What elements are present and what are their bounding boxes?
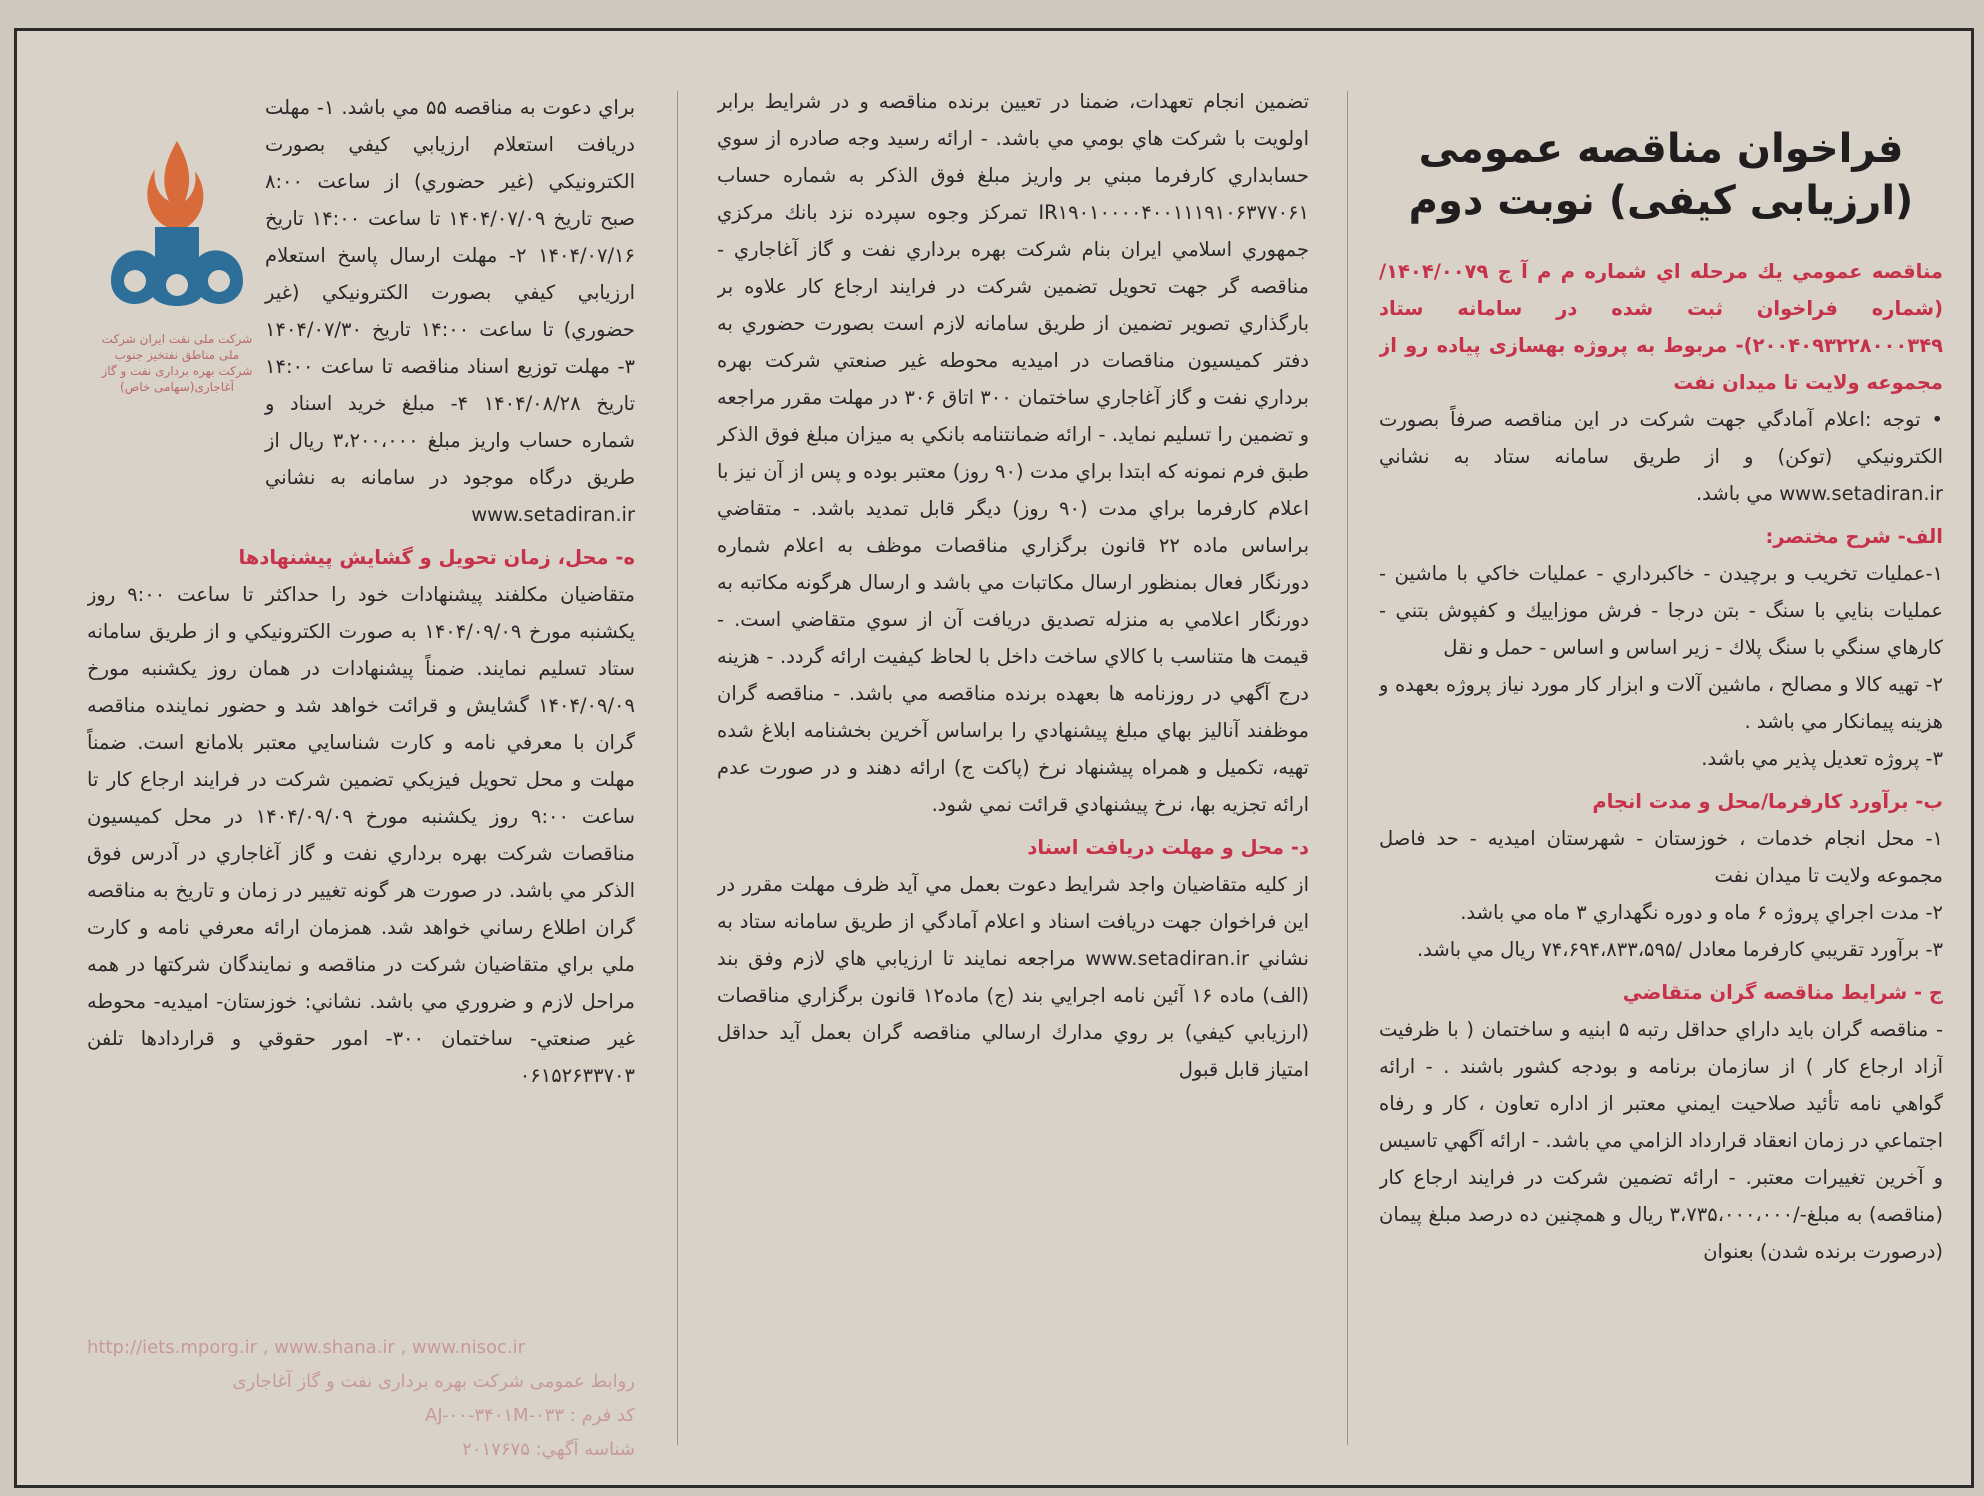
logo-caption: شركت ملی نفت ايران شركت ملی مناطق نفتخيز جنوب شركت بهره برداری نفت و گاز آغاجاری(سهامی خاص) [101,332,253,394]
column-divider [1347,91,1348,1445]
page-title: فراخوان مناقصه عمومی (ارزیابی کیفی) نوبت دوم [1408,126,1914,224]
tender-lead: مناقصه عمومي يك مرحله اي شماره م م آ ج ۱۴۰۴/۰۰۷۹/ (شماره فراخوان ثبت شده در سامانه ستاد ۲۰۰۴۰۹۳۲۲۸۰۰۰۳۴۹)- مربوط به پروژه بهسازی پیاده رو از مجموعه ولایت تا میدان نفت [1379,260,1943,394]
footer-form-code: كد فرم : AJ-۰۰-۳۴۰۱M-۰۳۳ [425,1405,635,1426]
middle-column [717,83,1309,1465]
section-b-item: ۱- محل انجام خدمات ، خوزستان - شهرستان اميديه - حد فاصل مجموعه ولايت تا ميدان نفت [1379,827,1943,887]
newspaper-clipping [14,28,1974,1488]
section-e-title: ه- محل، زمان تحويل و گشايش پيشنهادها [238,546,635,569]
notice-text: • توجه :اعلام آمادگي جهت شركت در اين مناقصه صرفاً بصورت الكترونيكي (توكن) و از طريق سامانه ستاد به نشاني www.setadiran.ir مي باشد. [1379,408,1943,505]
left-column [87,89,635,1465]
schedule-text: براي دعوت به مناقصه ۵۵ مي باشد. ۱- مهلت دريافت استعلام ارزيابي كيفي بصورت الكترونيكي (غير حضوري) از ساعت ۸:۰۰ صبح تاريخ ۱۴۰۴/۰۷/۰۹ تا ساعت ۱۴:۰۰ تاريخ ۱۴۰۴/۰۷/۱۶ ۲- مهلت ارسال پاسخ استعلام ارزيابي كيفي بصورت الكترونيكي (غير حضوري) تا ساعت ۱۴:۰۰ تاريخ ۱۴۰۴/۰۷/۳۰ ۳- مهلت توزيع اسناد مناقصه تا ساعت ۱۴:۰۰ تاريخ ۱۴۰۴/۰۸/۲۸ ۴- مبلغ خريد اسناد و شماره حساب واريز مبلغ ۳،۲۰۰،۰۰۰ ريال از طريق درگاه موجود در سامانه به نشاني www.setadiran.ir [265,96,635,526]
column-divider [677,91,678,1445]
right-column [1379,75,1943,1465]
section-b-item: ۳- برآورد تقريبي كارفرما معادل /۷۴،۶۹۴،۸۳۳،۵۹۵ ريال مي باشد. [1416,938,1943,961]
section-b-title: ب- برآورد كارفرما/محل و مدت انجام [1592,790,1943,813]
section-d-text: از كليه متقاضيان واجد شرايط دعوت بعمل مي آيد ظرف مهلت مقرر در اين فراخوان جهت دريافت اسناد و اعلام آمادگي از طريق سامانه ستاد به نشاني www.setadiran.ir مراجعه نمايند تا ارزيابي هاي لازم وفق بند (الف) ماده ۱۶ آئين نامه اجرايي بند (ج) ماده۱۲ قانون برگزاري مناقصات (ارزيابي كيفي) بر روي مدارك ارسالي مناقصه گران بعمل آيد حداقل امتياز قابل قبول [717,873,1309,1081]
section-d-title: د- محل و مهلت دريافت اسناد [1027,836,1309,859]
section-e-text: متقاضيان مكلفند پيشنهادات خود را حداكثر تا ساعت ۹:۰۰ روز يكشنبه مورخ ۱۴۰۴/۰۹/۰۹ به صورت الكترونيكي و از طريق سامانه ستاد تسليم نمايند. ضمناً پيشنهادات در همان روز يكشنبه مورخ ۱۴۰۴/۰۹/۰۹ گشايش و قرائت خواهد شد و حضور نماينده مناقصه گران با معرفي نامه و كارت شناسايي معتبر بلامانع است. ضمناً مهلت و محل تحويل فيزيكي تضمين شركت در فرايند ارجاع كار تا ساعت ۹:۰۰ روز يكشنبه مورخ ۱۴۰۴/۰۹/۰۹ در محل كميسيون مناقصات شركت بهره برداري نفت و گاز آغاجاري در آدرس فوق الذكر مي باشد. در صورت هر گونه تغيير در زمان و تاريخ به مناقصه گران اطلاع رساني خواهد شد. همزمان ارائه معرفي نامه و كارت ملي براي متقاضيان شركت در مناقصه و نمايندگان شركتها در همه مراحل لازم و ضروري مي باشد. نشاني: خوزستان- اميديه- محوطه غير صنعتي- ساختمان ۳۰۰- امور حقوقي و قراردادها تلفن ۰۶۱۵۲۶۳۳۷۰۳ [87,583,635,1087]
section-a-item: ۳- پروژه تعديل پذير مي باشد. [1701,747,1943,770]
footer [87,1331,635,1467]
section-c-title: ج - شرايط مناقصه گران متقاضي [1622,981,1943,1004]
footer-websites: http://iets.mporg.ir , www.shana.ir , www.nisoc.ir [87,1337,525,1358]
section-c-text: - مناقصه گران بايد داراي حداقل رتبه ۵ ابنيه و ساختمان ( با ظرفيت آزاد ارجاع كار ) از سازمان برنامه و بودجه كشور باشند . - ارائه گواهي نامه تأئيد صلاحيت ايمني معتبر از اداره تعاون ، كار و رفاه اجتماعي در زمان انعقاد قرارداد الزامي مي باشد. - ارائه آگهي تاسيس و آخرين تغييرات معتبر. - ارائه تضمين شركت در فرايند ارجاع كار (مناقصه) به مبلغ-/۳،۷۳۵،۰۰۰،۰۰۰ ريال و همچنين ده درصد مبلغ پيمان (درصورت برنده شدن) بعنوان [1379,1018,1943,1263]
conditions-text: تضمين انجام تعهدات، ضمنا در تعيين برنده مناقصه و در شرايط برابر اولويت با شركت هاي بومي مي باشد. - ارائه رسيد وجه صادره از سوي حسابداري كارفرما مبني بر واريز مبلغ فوق الذكر به شماره حساب IR۱۹۰۱۰۰۰۰۴۰۰۱۱۱۹۱۰۶۳۷۷۰۶۱ تمركز وجوه سپرده نزد بانك مركزي جمهوري اسلامي ايران بنام شركت بهره برداري نفت و گاز آغاجاري - مناقصه گر جهت تحويل تضمين شركت در فرايند ارجاع كار علاوه بر بارگذاري تصوير تضمين از طريق سامانه لازم است بصورت حضوري به دفتر كميسيون مناقصات در اميديه محوطه غير صنعتي شركت بهره برداري نفت و گاز آغاجاري ساختمان ۳۰۰ اتاق ۳۰۶ در مهلت مقرر مراجعه و تضمين را تسليم نمايد. - ارائه ضمانتنامه بانكي به ميزان مبلغ فوق الذكر طبق فرم نمونه كه ابتدا براي مدت (۹۰ روز) معتبر بوده و پس از آن نيز با اعلام كارفرما براي مدت (۹۰ روز) ديگر قابل تمديد باشد. - متقاضي براساس ماده ۲۲ قانون برگزاري مناقصات موظف به اعلام شماره دورنگار فعال بمنظور ارسال مكاتبات مي باشد و ارسال هرگونه مكاتبه به دورنگار اعلامي به منزله تصديق دريافت آن از سوي متقاضي است. - قيمت ها متناسب با كالاي ساخت داخل با لحاظ كيفيت ارائه گردد. - هزينه درج آگهي در روزنامه ها بعهده برنده مناقصه مي باشد. - مناقصه گران موظفند آناليز بهاي مبلغ پيشنهادي را براساس آخرين بخشنامه ابلاغ شده تهيه، تكميل و همراه پيشنهاد نرخ (پاكت ج) ارائه دهند و در صورت عدم ارائه تجزيه بها، نرخ پيشنهادي قرائت نمي شود. [717,90,1309,816]
section-a-title: الف- شرح مختصر: [1765,525,1943,548]
footer-pr: روابط عمومی شركت بهره برداری نفت و گاز آغاجاری [232,1371,635,1392]
footer-ad-id: شناسه آگهي: ۲۰۱۷۶۷۵ [462,1439,635,1460]
section-b-item: ۲- مدت اجراي پروژه ۶ ماه و دوره نگهداري ۳ ماه مي باشد. [1460,901,1943,924]
section-a-item: ۱-عمليات تخريب و برچيدن - خاكبرداري - عمليات خاكي با ماشين - عمليات بنايي با سنگ - بتن درجا - فرش موزاييك و كفپوش بتني - كارهاي سنگي با سنگ پلاك - زير اساس و اساس - حمل و نقل [1379,562,1943,659]
section-a-item: ۲- تهيه كالا و مصالح ، ماشين آلات و ابزار كار مورد نياز پروژه بعهده و هزينه پيمانكار مي باشد . [1379,673,1943,733]
